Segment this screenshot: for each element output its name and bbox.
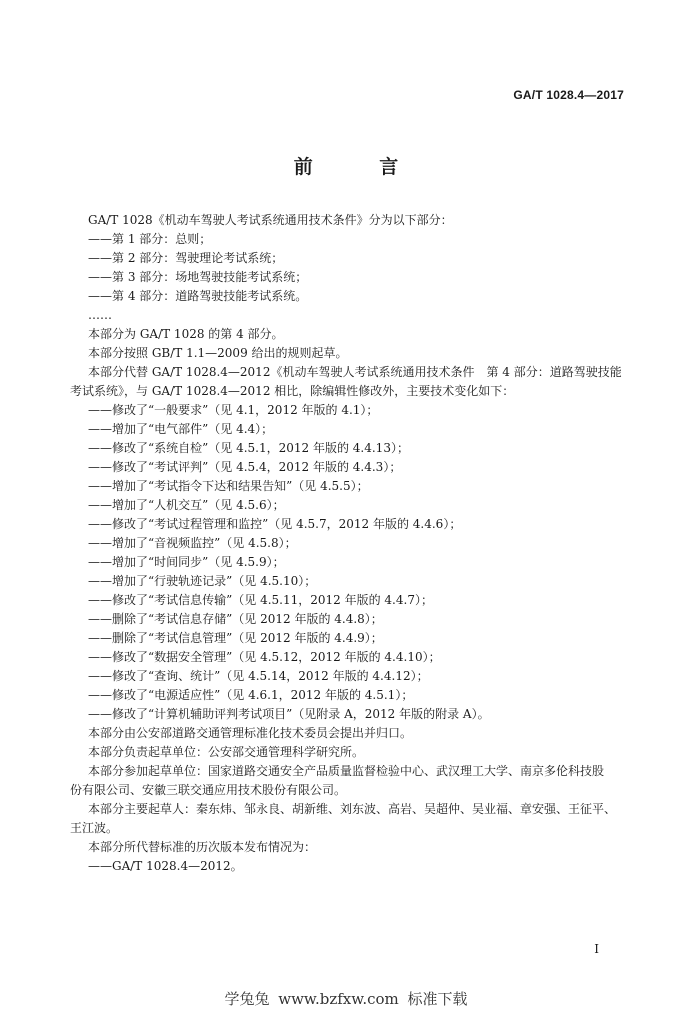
- text-line: 考试系统》，与 GA/T 1028.4—2012 相比，除编辑性修改外，主要技术变化如下：: [70, 384, 515, 398]
- text-line: 本部分负责起草单位：公安部交通管理科学研究所。: [88, 745, 365, 759]
- text-line: 本部分所代替标准的历次版本发布情况为：: [88, 840, 317, 854]
- text-line: 王江波。: [70, 821, 119, 835]
- text-line: 本部分主要起草人：秦东炜、邹永良、胡新维、刘东波、高岩、吴超仲、吴业福、章安强、王征平、: [88, 802, 617, 816]
- text-line: ——增加了“考试指令下达和结果告知”（见 4.5.5）；: [88, 479, 369, 493]
- text-line: ——第 1 部分：总则；: [88, 232, 212, 246]
- text-line: ——修改了“考试过程管理和监控”（见 4.5.7，2012 年版的 4.4.6）；: [88, 517, 462, 531]
- text-line: ——第 2 部分：驾驶理论考试系统；: [88, 251, 284, 265]
- text-line: 本部分为 GA/T 1028 的第 4 部分。: [88, 327, 284, 341]
- text-line: ——增加了“电气部件”（见 4.4）；: [88, 422, 274, 436]
- text-line: ——删除了“考试信息管理”（见 2012 年版的 4.4.9）；: [88, 631, 383, 645]
- text-line: ——删除了“考试信息存储”（见 2012 年版的 4.4.8）；: [88, 612, 383, 626]
- text-line: ——第 3 部分：场地驾驶技能考试系统；: [88, 270, 308, 284]
- text-line: 本部分代替 GA/T 1028.4—2012《机动车驾驶人考试系统通用技术条件 第 4 部分：道路驾驶技能: [88, 365, 622, 379]
- text-line: GA/T 1028《机动车驾驶人考试系统通用技术条件》分为以下部分：: [88, 213, 453, 227]
- text-line: ——增加了“时间同步”（见 4.5.9）；: [88, 555, 285, 569]
- text-line: ——增加了“行驶轨迹记录”（见 4.5.10）；: [88, 574, 317, 588]
- text-line: ——增加了“音视频监控”（见 4.5.8）；: [88, 536, 297, 550]
- standard-code: GA/T 1028.4—2017: [513, 88, 624, 102]
- text-line: ……: [88, 308, 112, 322]
- text-line: ——修改了“考试评判”（见 4.5.4，2012 年版的 4.4.3）；: [88, 460, 402, 474]
- text-line: 本部分参加起草单位：国家道路交通安全产品质量监督检验中心、武汉理工大学、南京多伦科技股: [88, 764, 605, 778]
- page-title: 前 言: [293, 156, 429, 178]
- text-line: ——修改了“考试信息传输”（见 4.5.11，2012 年版的 4.4.7）；: [88, 593, 433, 607]
- foreword-body: [70, 211, 630, 876]
- text-line: ——修改了“一般要求”（见 4.1，2012 年版的 4.1）；: [88, 403, 379, 417]
- text-line: ——修改了“计算机辅助评判考试项目”（见附录 A，2012 年版的附录 A）。: [88, 707, 490, 721]
- page-number: I: [594, 942, 599, 956]
- text-line: 本部分由公安部道路交通管理标准化技术委员会提出并归口。: [88, 726, 413, 740]
- text-line: ——修改了“数据安全管理”（见 4.5.12，2012 年版的 4.4.10）；: [88, 650, 441, 664]
- text-line: ——GA/T 1028.4—2012。: [88, 859, 243, 873]
- watermark: 学兔兔 www.bzfxw.com 标准下载: [224, 990, 468, 1008]
- text-line: ——第 4 部分：道路驾驶技能考试系统。: [88, 289, 308, 303]
- text-line: ——修改了“系统自检”（见 4.5.1，2012 年版的 4.4.13）；: [88, 441, 409, 455]
- text-line: ——修改了“查询、统计”（见 4.5.14，2012 年版的 4.4.12）；: [88, 669, 429, 683]
- text-line: 本部分按照 GB/T 1.1—2009 给出的规则起草。: [88, 346, 348, 360]
- text-line: ——修改了“电源适应性”（见 4.6.1，2012 年版的 4.5.1）；: [88, 688, 414, 702]
- text-line: 份有限公司、安徽三联交通应用技术股份有限公司。: [70, 783, 347, 797]
- text-line: ——增加了“人机交互”（见 4.5.6）；: [88, 498, 285, 512]
